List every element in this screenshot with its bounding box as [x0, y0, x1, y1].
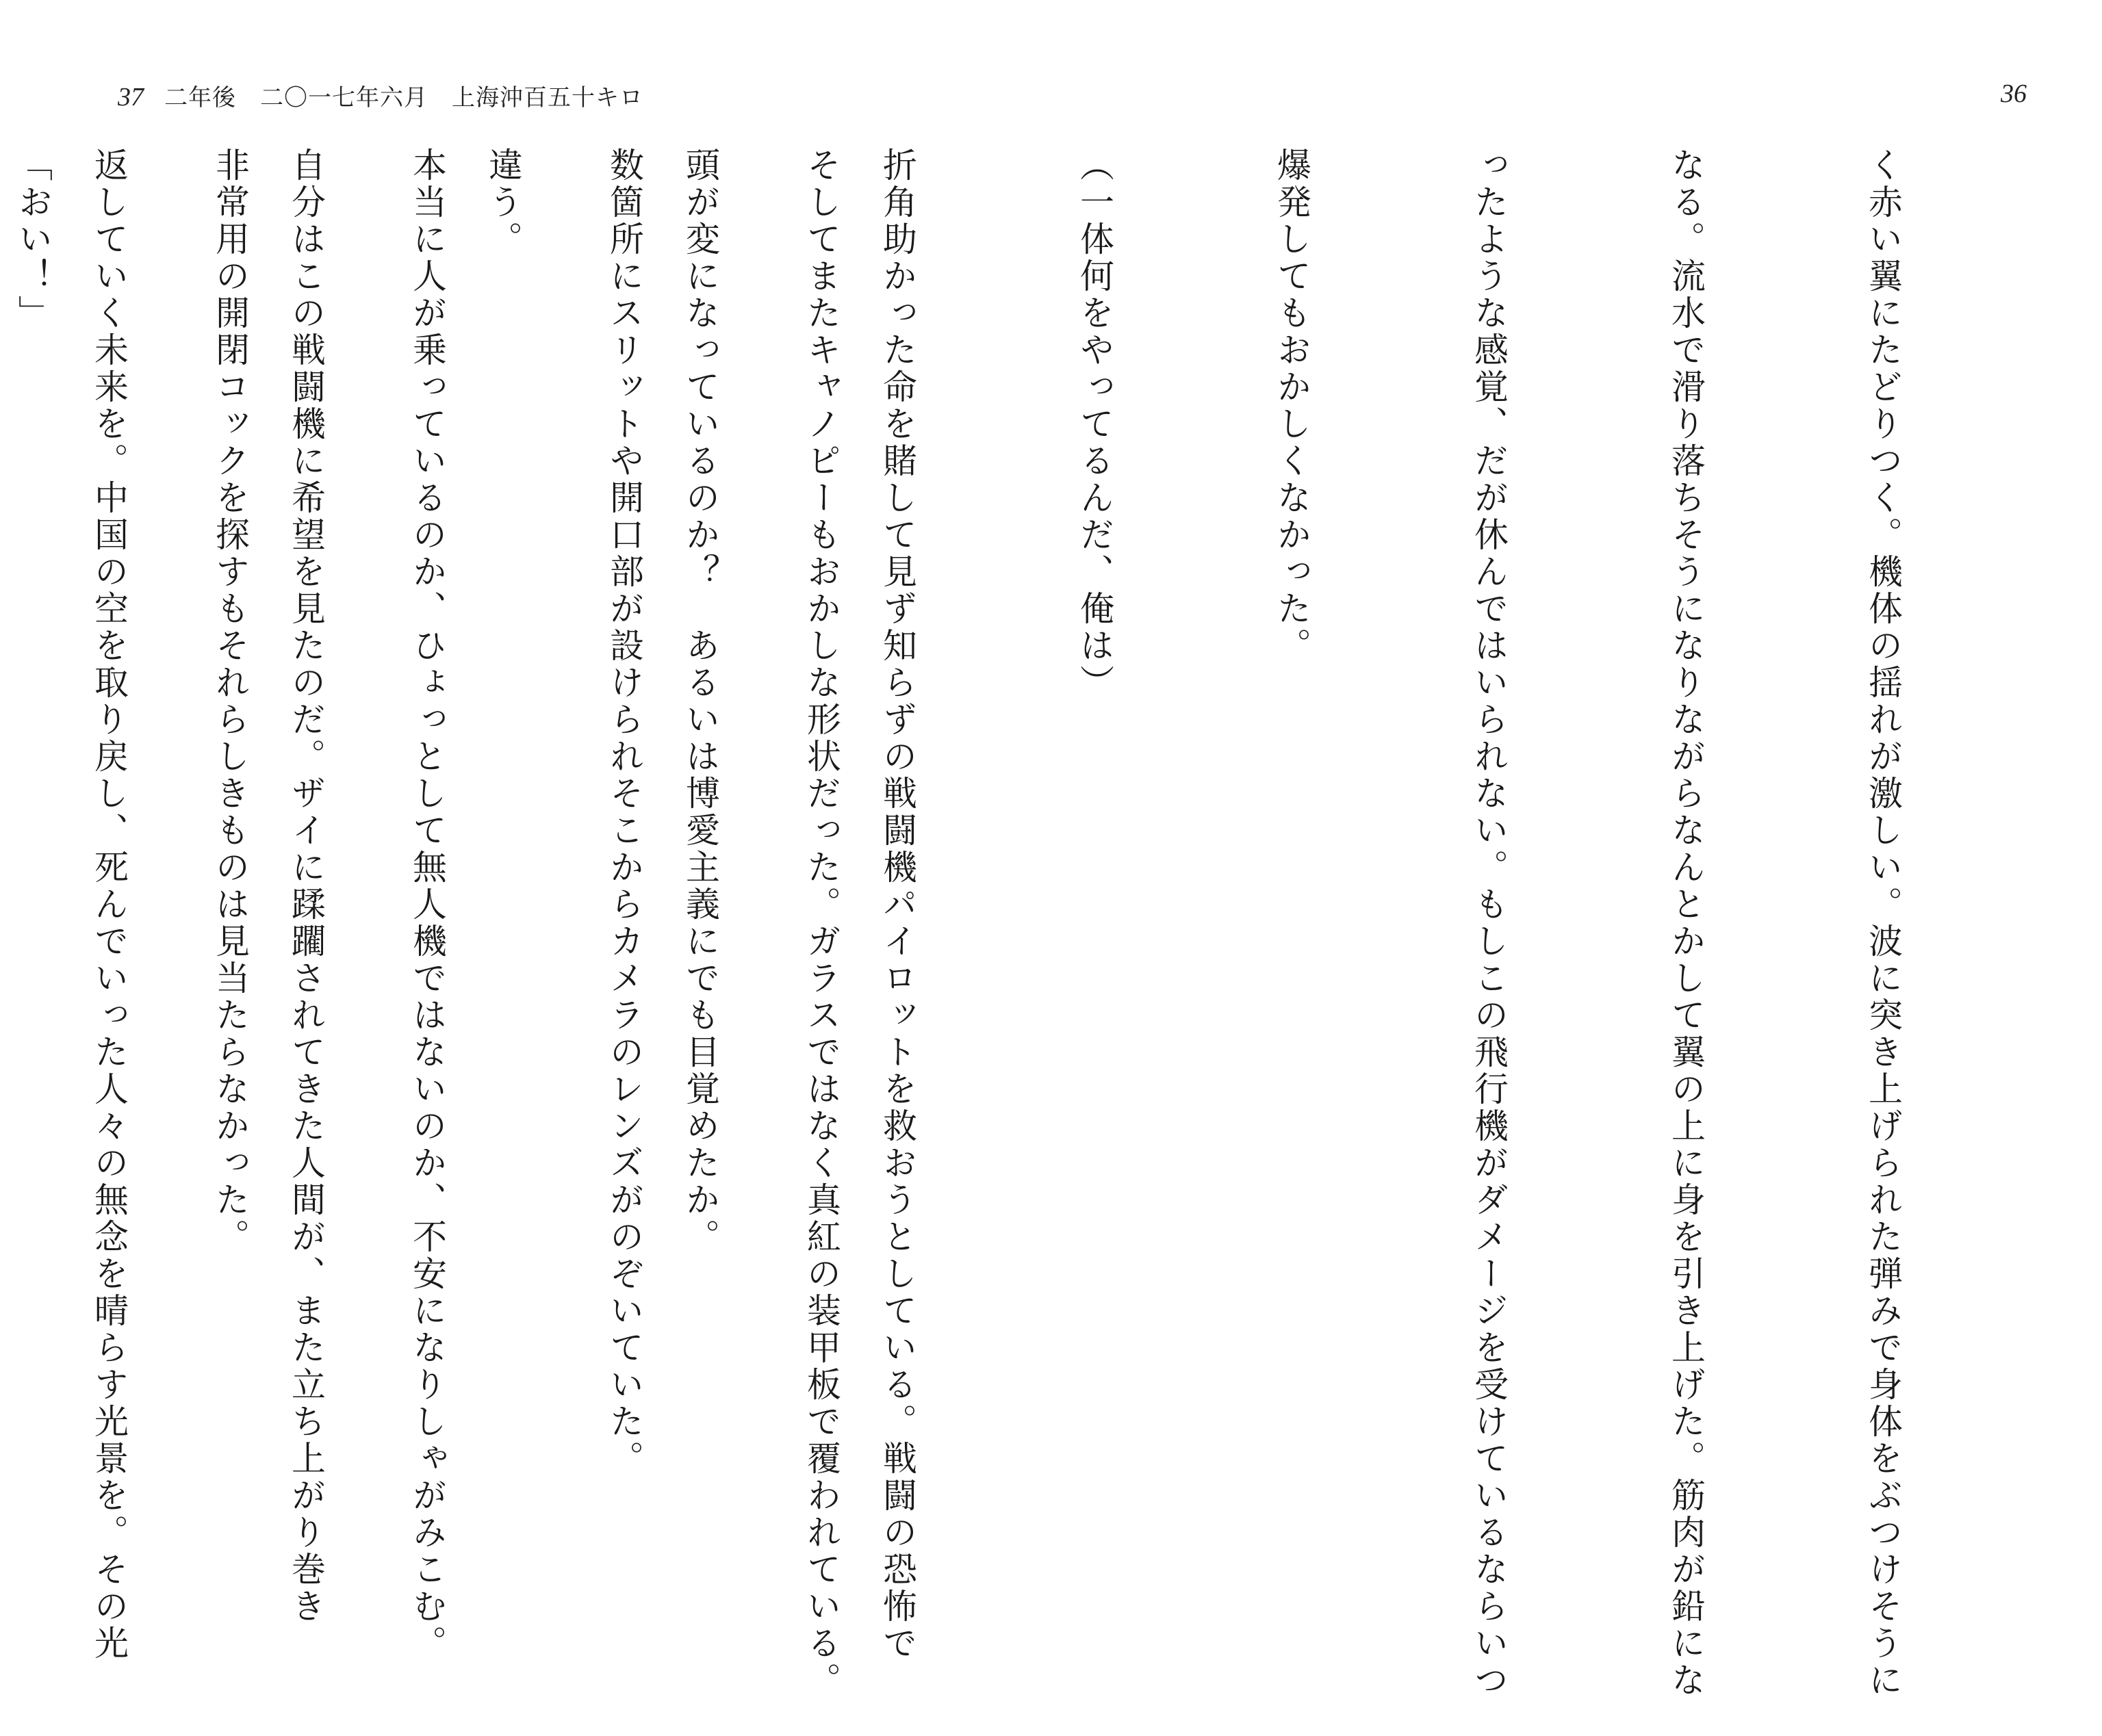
text-line: 返していく未来を。中国の空を取り戻し、死んでいった人々の無念を晴らす光景を。その光 [89, 147, 129, 1662]
text-line: く赤い翼にたどりつく。機体の揺れが激しい。波に突き上げられた弾みで身体をぶつけそうに [1863, 147, 1903, 1699]
text-line: 非常用の開閉コックを探すもそれらしきものは見当たらなかった。 [210, 147, 250, 1256]
running-header [2001, 79, 2027, 109]
running-header [118, 79, 643, 112]
text-line: 自分はこの戦闘機に希望を見たのだ。ザイに蹂躙されてきた人間が、また立ち上がり巻き [286, 147, 326, 1625]
running-head-title: 二年後 二〇一七年六月 上海沖百五十キロ [164, 86, 643, 111]
text-line: 本当に人が乗っているのか、ひょっとして無人機ではないのか、不安になりしゃがみこむ。 [407, 147, 447, 1662]
text-line: 爆発してもおかしくなかった。 [1272, 147, 1311, 664]
text-line: ったような感覚、だが休んではいられない。もしこの飛行機がダメージを受けているならいつ [1469, 147, 1509, 1699]
text-line: （一体何をやってるんだ、俺は） [1075, 147, 1114, 701]
text-line: 折角助かった命を賭して見ず知らずの戦闘機パイロットを救おうとしている。戦闘の恐怖で [877, 147, 917, 1662]
page-number: 37 [118, 83, 144, 112]
page-number: 36 [2001, 79, 2027, 108]
text-line: そしてまたキャノピーもおかしな形状だった。ガラスではなく真紅の装甲板で覆われている。 [802, 147, 841, 1699]
text-line: なる。流水で滑り落ちそうになりながらなんとかして翼の上に身を引き上げた。筋肉が鉛にな [1666, 147, 1706, 1699]
text-line: 数箇所にスリットや開口部が設けられそこからカメラのレンズがのぞいていた。 [604, 147, 644, 1477]
text-line: 「おい！」 [13, 147, 53, 332]
text-line: 頭が変になっているのか？ あるいは博愛主義にでも目覚めたか。 [680, 147, 720, 1256]
text-line: 違う。 [483, 147, 523, 258]
